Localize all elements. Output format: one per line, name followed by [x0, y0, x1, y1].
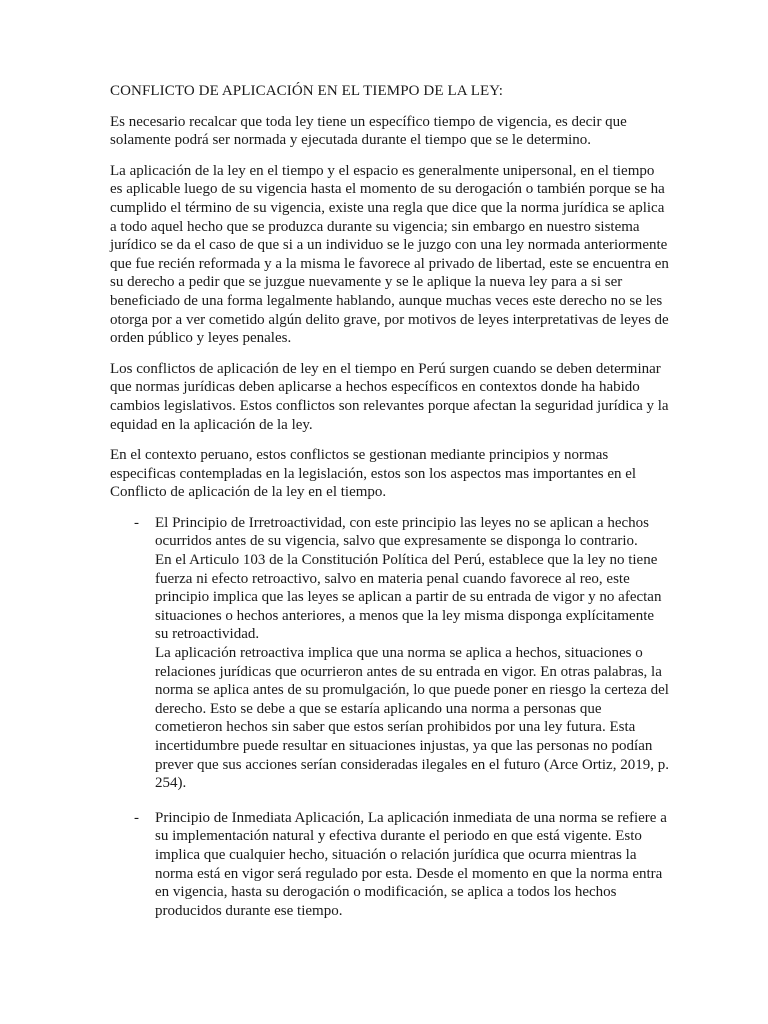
bullet-dash: -	[134, 514, 139, 531]
document-page	[110, 82, 670, 934]
paragraph-conflictos-peru: Los conflictos de aplicación de ley en el tiempo en Perú surgen cuando se deben determinar que normas jurídicas deben aplicarse a hechos específicos en contextos donde ha habido cambios legislativos. Estos conflictos son relevantes porque afectan la seguridad jurídica y la equidad en la aplicación de la ley.	[110, 360, 669, 433]
paragraph-aplicacion-tiempo-espacio: La aplicación de la ley en el tiempo y el espacio es generalmente unipersonal, en el tiempo es aplicable luego de su vigencia hasta el momento de su derogación o también porque se ha cumplido el término de su vigencia, existe una regla que dice que la norma jurídica se aplica a todo aquel hecho que se produzca durante su vigencia; sin embargo en nuestro sistema jurídico se da el caso de que si a un individuo se le juzgo con una ley normada anteriormente que fue recién reformada y a la misma le favorece al privado de libertad, este se encuentra en su derecho a pedir que se juzgue nuevamente y se le aplique la nueva ley para a si ser beneficiado de una forma legalmente hablando, aunque muchas veces este derecho no se les otorga por a ver cometido algún delito grave, por motivos de leyes interpretativas de leyes de orden público y leyes penales.	[110, 162, 669, 347]
paragraph-contexto-peruano: En el contexto peruano, estos conflictos se gestionan mediante principios y normas especificas contempladas en la legislación, estos son los aspectos mas importantes en el Conflicto de aplicación de la ley en el tiempo.	[110, 447, 637, 501]
list-item-inmediata-aplicacion	[110, 809, 670, 921]
irretroactividad-aplicacion-retroactiva: La aplicación retroactiva implica que una norma se aplica a hechos, situaciones o relaciones jurídicas que ocurrieron antes de su entrada en vigor. En otras palabras, la norma se aplica antes de su promulgación, lo que puede poner en riesgo la certeza del derecho. Esto se debe a que se estaría aplicando una norma a personas que cometieron hechos sin saber que estos serían prohibidos por una ley futura. Esta incertidumbre puede resultar en situaciones injustas, ya que las personas no podían prever que sus acciones serían consideradas ilegales en el futuro (Arce Ortiz, 2019, p. 254).	[155, 645, 669, 792]
bullet-dash: -	[134, 809, 139, 826]
principles-list	[110, 514, 670, 920]
inmediata-aplicacion-text: Principio de Inmediata Aplicación, La aplicación inmediata de una norma se refiere a su implementación natural y efectiva durante el periodo en que está vigente. Esto implica que cualquier hecho, situación o relación jurídica que ocurra mientras la norma está en vigor será regulado por esta. Desde el momento en que la norma entra en vigencia, hasta su derogación o modificación, se aplica a todos los hechos producidos durante ese tiempo.	[155, 809, 667, 919]
list-item-irretroactividad	[110, 514, 670, 793]
paragraph-vigencia: Es necesario recalcar que toda ley tiene un específico tiempo de vigencia, es decir que solamente podrá ser normada y ejecutada durante el tiempo que se le determino.	[110, 113, 627, 149]
irretroactividad-articulo-103: En el Articulo 103 de la Constitución Política del Perú, establece que la ley no tiene fuerza ni efecto retroactivo, salvo en materia penal cuando favorece al reo, este principio implica que las leyes se aplican a partir de su entrada de vigor y no afectan situaciones o hechos anteriores, a menos que la ley misma disponga explícitamente su retroactividad.	[155, 552, 662, 643]
document-heading: CONFLICTO DE APLICACIÓN EN EL TIEMPO DE LA LEY:	[110, 83, 504, 99]
irretroactividad-intro: El Principio de Irretroactividad, con este principio las leyes no se aplican a hechos ocurridos antes de su vigencia, salvo que expresamente se disponga lo contrario.	[155, 514, 649, 550]
